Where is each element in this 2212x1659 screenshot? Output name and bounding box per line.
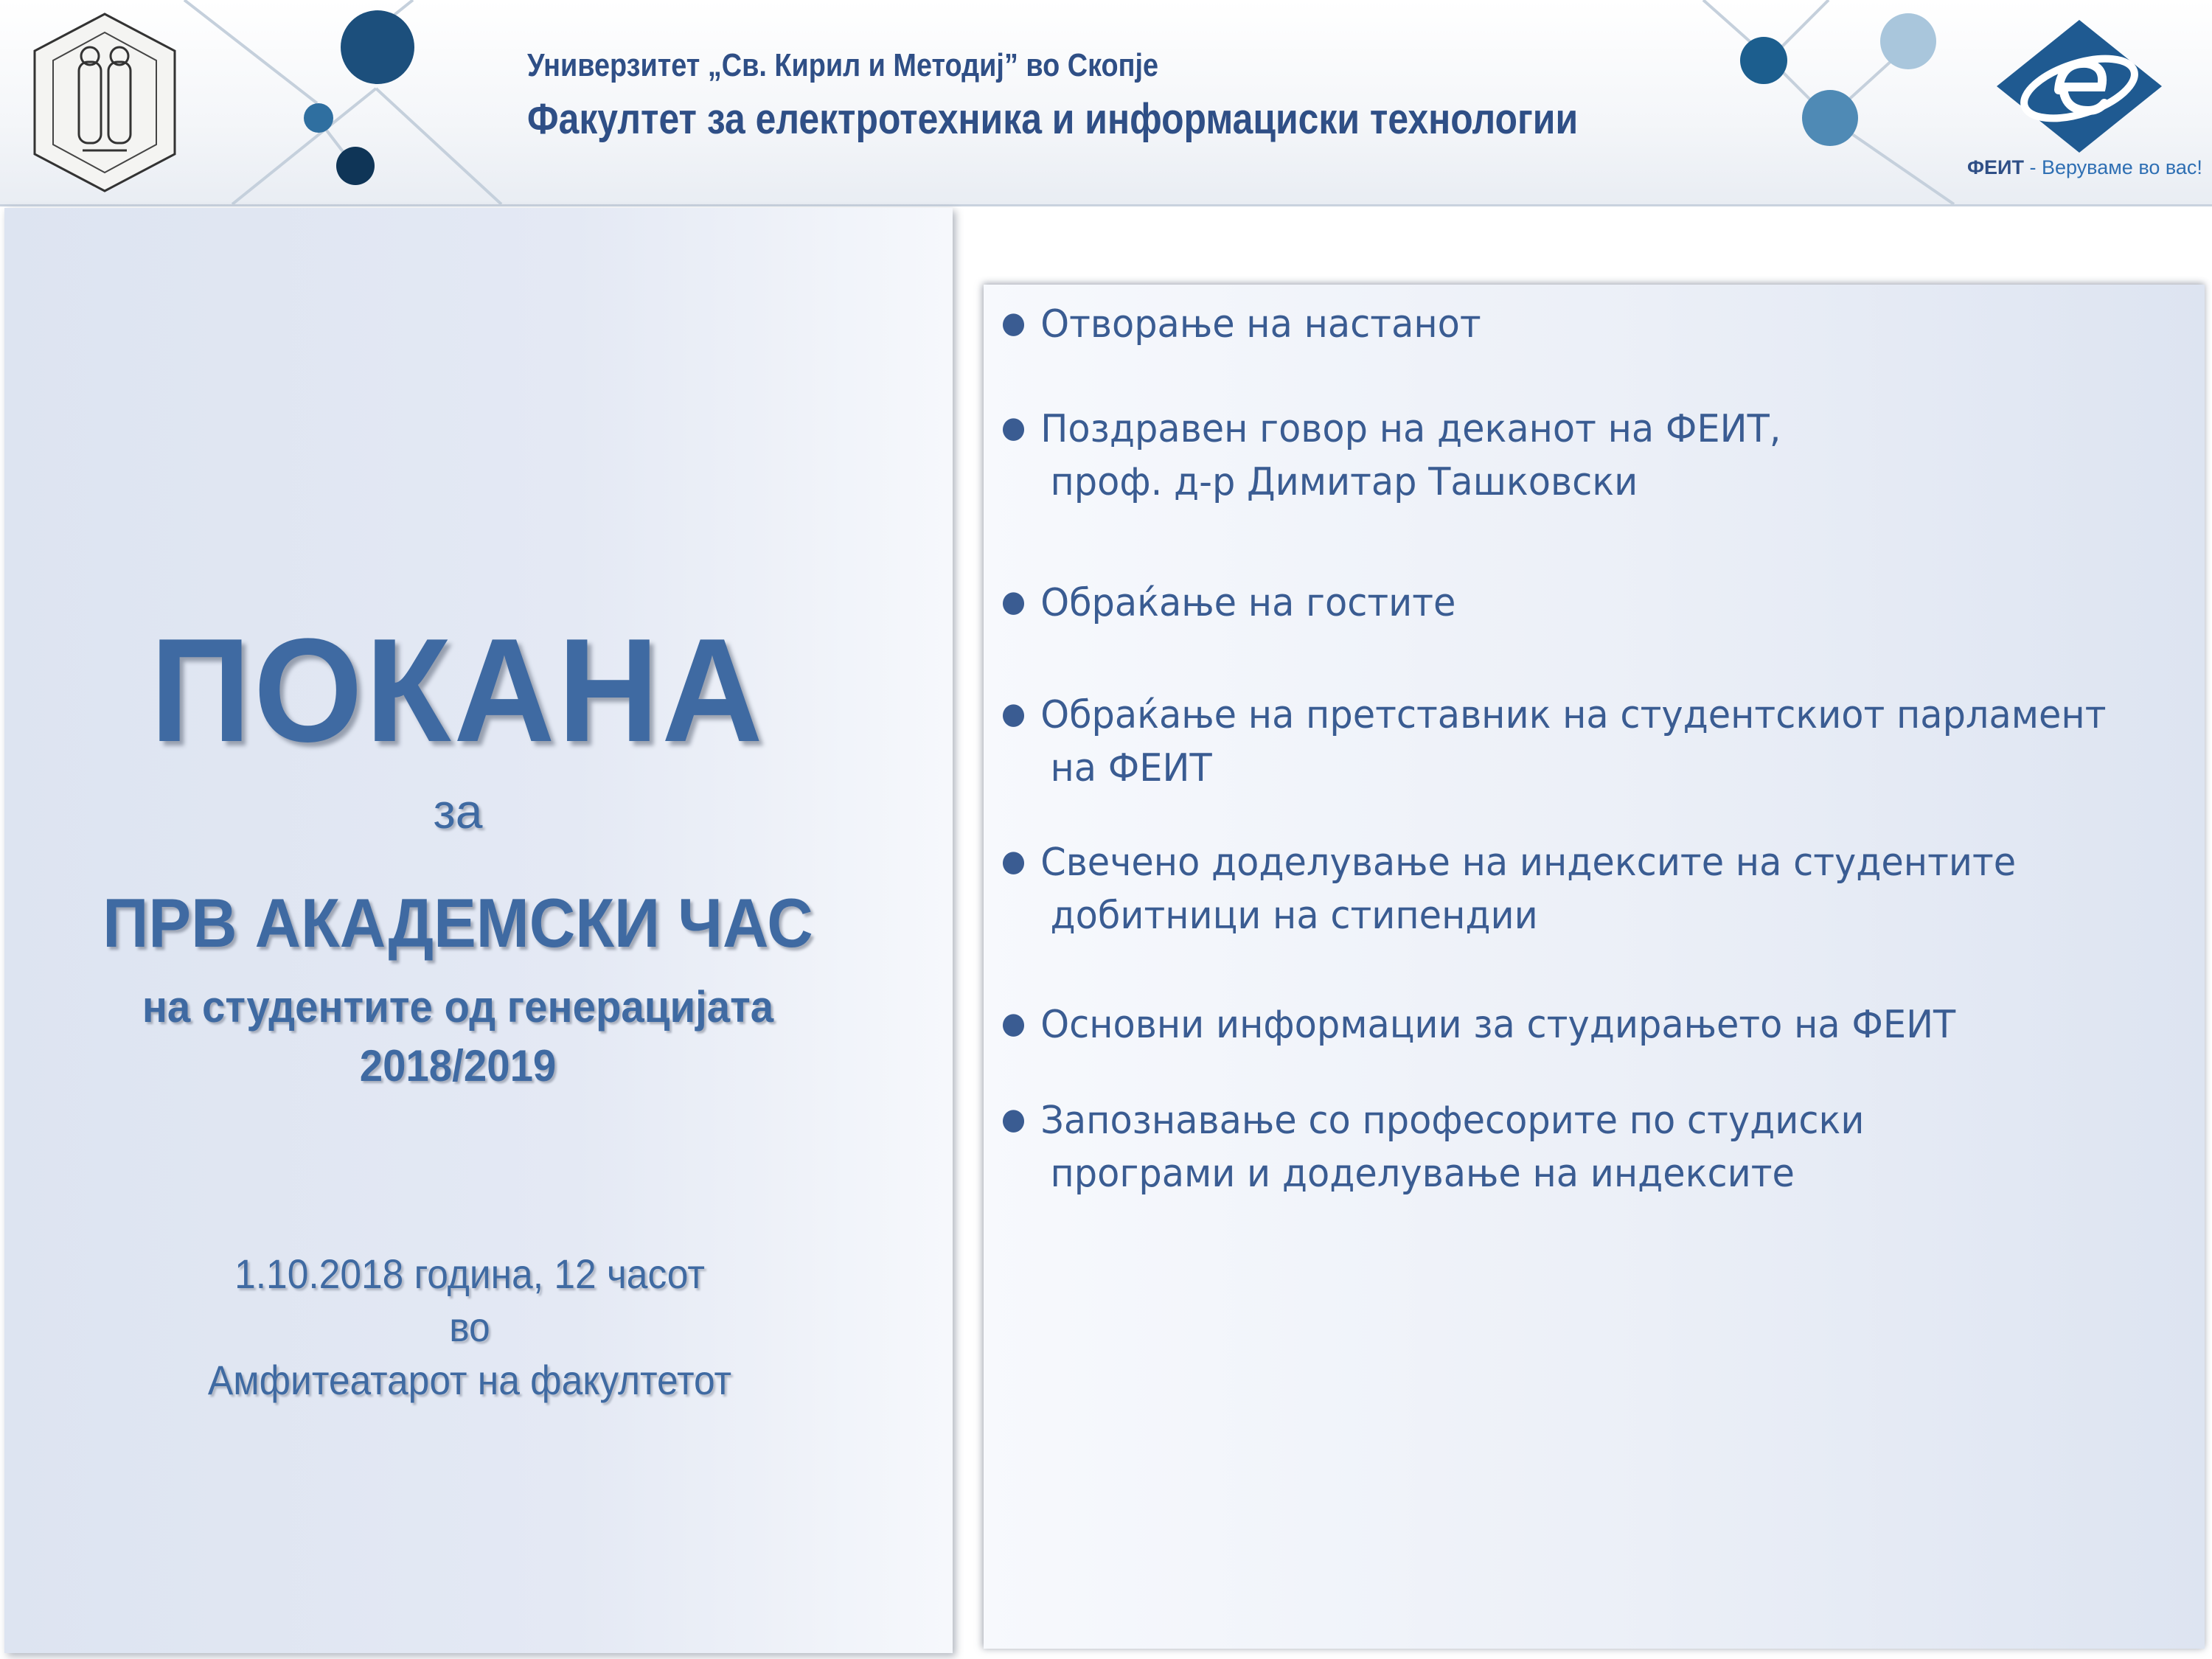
subtitle-line-2: 2018/2019	[359, 1041, 557, 1091]
agenda-item	[1001, 296, 1481, 351]
bullet-icon: ●	[1001, 306, 1026, 340]
agenda-item	[1001, 687, 2107, 795]
agenda-item-text: Основни информации за студирањето на ФЕИТ	[1040, 1003, 1956, 1047]
agenda-item-text: Поздравен говор на деканот на ФЕИТ,	[1040, 407, 1781, 451]
bullet-icon: ●	[1001, 1006, 1026, 1040]
bullet-icon: ●	[1001, 844, 1026, 878]
bullet-icon: ●	[1001, 1102, 1026, 1136]
agenda-panel	[984, 285, 2205, 1649]
logo-slogan: - Веруваме во вас!	[2023, 156, 2202, 178]
agenda-item-text: Отворање на настанот	[1040, 302, 1481, 347]
header-banner	[0, 0, 2212, 206]
bullet-icon: ●	[1001, 697, 1026, 731]
agenda-item-text: Свечено доделување на индексите на студентите	[1040, 841, 2017, 885]
agenda-item-text: Обраќање на гостите	[1040, 581, 1456, 625]
event-subtitle	[32, 978, 884, 1096]
invitation-title: ПОКАНА	[150, 608, 766, 773]
feit-logo-icon	[1991, 16, 2168, 156]
venue-in: во	[449, 1304, 490, 1350]
agenda-item-text: Запознавање со професорите по студиски	[1040, 1099, 1865, 1143]
event-venue: Амфитеатарот на факултетот	[207, 1357, 732, 1403]
agenda-item-text-continued: проф. д-р Димитар Ташковски	[1050, 460, 1638, 504]
agenda-item-text: Обраќање на претставник на студентскиот парламент	[1040, 693, 2107, 737]
agenda-item	[1001, 401, 1781, 509]
invitation-for: за	[433, 784, 483, 838]
agenda-item	[1001, 835, 2016, 942]
subtitle-line-1: на студентите од генерацијата	[142, 982, 774, 1032]
agenda-item-text-continued: на ФЕИТ	[1050, 746, 1212, 790]
agenda-item	[1001, 997, 1955, 1051]
agenda-item-text-continued: добитници на стипендии	[1050, 894, 1538, 938]
event-date: 1.10.2018 година, 12 часот	[234, 1251, 705, 1297]
event-name: ПРВ АКАДЕМСКИ ЧАС	[102, 884, 813, 961]
date-venue-block	[41, 1248, 897, 1407]
logo-abbreviation: ФЕИТ	[1967, 156, 2024, 178]
agenda-item	[1001, 575, 1455, 630]
agenda-item-text-continued: програми и доделување на индексите	[1050, 1152, 1795, 1196]
faculty-name: Факултет за електротехника и информациски технологии	[527, 95, 1579, 143]
invitation-panel	[4, 208, 953, 1653]
university-seal-icon	[24, 10, 186, 195]
university-name: Универзитет „Св. Кирил и Методиј” во Скопје	[527, 47, 1159, 83]
bullet-icon: ●	[1001, 411, 1026, 445]
logo-tagline	[1967, 156, 2202, 179]
bullet-icon: ●	[1001, 585, 1026, 619]
agenda-item	[1001, 1093, 1864, 1200]
